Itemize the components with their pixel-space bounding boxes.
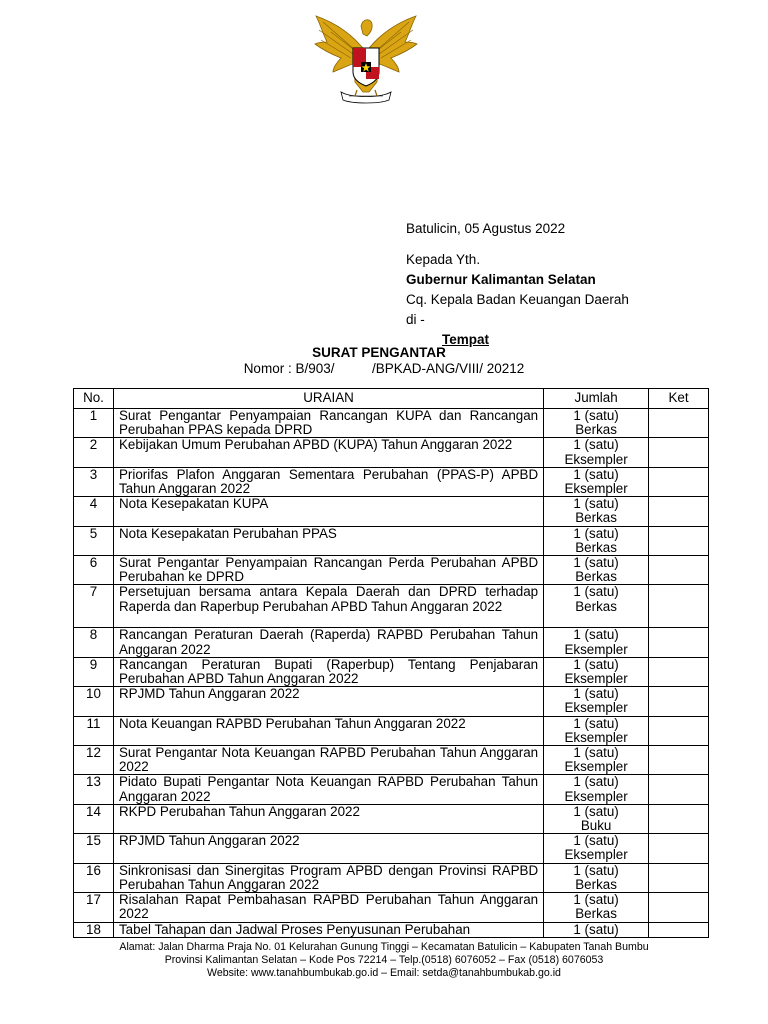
cell-ket bbox=[649, 804, 709, 833]
cell-jumlah: 1 (satu) Berkas bbox=[544, 556, 649, 585]
table-row bbox=[74, 438, 709, 467]
footer-line-2: Provinsi Kalimantan Selatan – Kode Pos 72214 – Telp.(0518) 6076052 – Fax (0518) 6076053 bbox=[164, 954, 604, 966]
cell-no: 15 bbox=[74, 834, 114, 863]
cell-uraian: Nota Kesepakatan KUPA bbox=[113, 497, 543, 526]
table-row bbox=[74, 775, 709, 804]
cell-uraian: RKPD Perubahan Tahun Anggaran 2022 bbox=[113, 804, 543, 833]
cell-jumlah: 1 (satu) Eksempler bbox=[544, 716, 649, 745]
cell-jumlah: 1 (satu) Eksempler bbox=[544, 628, 649, 657]
cell-no: 14 bbox=[74, 804, 114, 833]
table-row bbox=[74, 556, 709, 585]
cell-jumlah: 1 (satu) Berkas bbox=[544, 893, 649, 922]
cell-ket bbox=[649, 775, 709, 804]
cell-jumlah: 1 (satu) Eksempler bbox=[544, 834, 649, 863]
cell-ket bbox=[649, 716, 709, 745]
to-label: Kepada Yth. bbox=[406, 252, 481, 267]
table-row bbox=[74, 585, 709, 628]
document-title bbox=[0, 345, 768, 360]
cell-ket bbox=[649, 556, 709, 585]
footer-address bbox=[0, 941, 768, 980]
cell-jumlah: 1 (satu) Berkas bbox=[544, 409, 649, 438]
table-row bbox=[74, 628, 709, 657]
cell-jumlah: 1 (satu) Eksempler bbox=[544, 775, 649, 804]
cell-jumlah: 1 (satu) Berkas bbox=[544, 585, 649, 628]
cell-ket bbox=[649, 657, 709, 686]
cell-ket bbox=[649, 922, 709, 937]
table-row bbox=[74, 497, 709, 526]
cell-jumlah: 1 (satu) Eksempler bbox=[544, 687, 649, 716]
cell-jumlah: 1 (satu) Eksempler bbox=[544, 657, 649, 686]
recipient-name: Gubernur Kalimantan Selatan bbox=[406, 272, 596, 287]
cell-no: 5 bbox=[74, 526, 114, 555]
cell-uraian: Persetujuan bersama antara Kepala Daerah dan DPRD terhadap Raperda dan Raperbup Perubahan APBD Tahun Anggaran 2022 bbox=[113, 585, 543, 628]
cell-ket bbox=[649, 687, 709, 716]
table-row bbox=[74, 863, 709, 892]
cell-ket bbox=[649, 497, 709, 526]
cell-uraian: RPJMD Tahun Anggaran 2022 bbox=[113, 687, 543, 716]
cell-ket bbox=[649, 863, 709, 892]
table-row bbox=[74, 893, 709, 922]
cell-jumlah: 1 (satu) Eksempler bbox=[544, 746, 649, 775]
cell-jumlah: 1 (satu) Eksempler bbox=[544, 438, 649, 467]
header-ket: Ket bbox=[649, 389, 709, 409]
cell-uraian: Rancangan Peraturan Daerah (Raperda) RAPBD Perubahan Tahun Anggaran 2022 bbox=[113, 628, 543, 657]
cell-no: 12 bbox=[74, 746, 114, 775]
cell-jumlah: 1 (satu) Buku bbox=[544, 804, 649, 833]
cell-ket bbox=[649, 526, 709, 555]
tempat-line: Tempat bbox=[442, 332, 490, 347]
cell-no: 13 bbox=[74, 775, 114, 804]
cell-ket bbox=[649, 834, 709, 863]
cell-no: 8 bbox=[74, 628, 114, 657]
cell-no: 4 bbox=[74, 497, 114, 526]
header-jumlah: Jumlah bbox=[544, 389, 649, 409]
cell-uraian: Nota Kesepakatan Perubahan PPAS bbox=[113, 526, 543, 555]
header-uraian: URAIAN bbox=[113, 389, 543, 409]
cell-no: 1 bbox=[74, 409, 114, 438]
cell-uraian: Surat Pengantar Penyampaian Rancangan KUPA dan Rancangan Perubahan PPAS kepada DPRD bbox=[113, 409, 543, 438]
cell-jumlah: 1 (satu) Berkas bbox=[544, 526, 649, 555]
footer-line-1: Alamat: Jalan Dharma Praja No. 01 Kelurahan Gunung Tinggi – Kecamatan Batulicin – Kabupaten Tanah Bumbu bbox=[119, 941, 649, 953]
cell-jumlah: 1 (satu) bbox=[544, 922, 649, 937]
table-row bbox=[74, 687, 709, 716]
table-row bbox=[74, 526, 709, 555]
table-header-row bbox=[74, 389, 709, 409]
table-row bbox=[74, 804, 709, 833]
recipient-block bbox=[406, 219, 629, 350]
table-row bbox=[74, 657, 709, 686]
cell-ket bbox=[649, 585, 709, 628]
cell-uraian: Tabel Tahapan dan Jadwal Proses Penyusunan Perubahan bbox=[113, 922, 543, 937]
document-number: Nomor : B/903/ /BPKAD-ANG/VIII/ 20212 bbox=[243, 361, 525, 376]
cell-uraian: Sinkronisasi dan Sinergitas Program APBD dengan Provinsi RAPBD Perubahan Tahun Anggaran 2022 bbox=[113, 863, 543, 892]
cell-no: 11 bbox=[74, 716, 114, 745]
cell-uraian: Priorifas Plafon Anggaran Sementara Perubahan (PPAS-P) APBD Tahun Anggaran 2022 bbox=[113, 467, 543, 496]
cell-uraian: Surat Pengantar Nota Keuangan RAPBD Perubahan Tahun Anggaran 2022 bbox=[113, 746, 543, 775]
garuda-emblem-svg bbox=[311, 12, 421, 104]
cell-no: 7 bbox=[74, 585, 114, 628]
document-list-table bbox=[73, 388, 709, 938]
table-row bbox=[74, 922, 709, 937]
table-row bbox=[74, 746, 709, 775]
cell-no: 16 bbox=[74, 863, 114, 892]
cell-no: 17 bbox=[74, 893, 114, 922]
table-row bbox=[74, 716, 709, 745]
cell-uraian: Rancangan Peraturan Bupati (Raperbup) Tentang Penjabaran Perubahan APBD Tahun Anggaran 2022 bbox=[113, 657, 543, 686]
footer-line-3: Website: www.tanahbumbukab.go.id – Email: setda@tanahbumbukab.go.id bbox=[207, 967, 561, 979]
cell-jumlah: 1 (satu) Eksempler bbox=[544, 467, 649, 496]
cell-no: 6 bbox=[74, 556, 114, 585]
cell-no: 18 bbox=[74, 922, 114, 937]
attention-line: Cq. Kepala Badan Keuangan Daerah bbox=[406, 292, 629, 307]
cell-uraian: Pidato Bupati Pengantar Nota Keuangan RAPBD Perubahan Tahun Anggaran 2022 bbox=[113, 775, 543, 804]
cell-uraian: Kebijakan Umum Perubahan APBD (KUPA) Tahun Anggaran 2022 bbox=[113, 438, 543, 467]
cell-ket bbox=[649, 628, 709, 657]
cell-uraian: RPJMD Tahun Anggaran 2022 bbox=[113, 834, 543, 863]
cell-jumlah: 1 (satu) Berkas bbox=[544, 497, 649, 526]
cell-no: 10 bbox=[74, 687, 114, 716]
cell-ket bbox=[649, 409, 709, 438]
header-no: No. bbox=[74, 389, 114, 409]
place-date: Batulicin, 05 Agustus 2022 bbox=[406, 221, 566, 236]
cell-uraian: Risalahan Rapat Pembahasan RAPBD Perubahan Tahun Anggaran 2022 bbox=[113, 893, 543, 922]
cell-ket bbox=[649, 893, 709, 922]
cell-no: 2 bbox=[74, 438, 114, 467]
document-title-text: SURAT PENGANTAR bbox=[312, 345, 446, 360]
cell-no: 9 bbox=[74, 657, 114, 686]
cell-jumlah: 1 (satu) Berkas bbox=[544, 863, 649, 892]
cell-uraian: Surat Pengantar Penyampaian Rancangan Perda Perubahan APBD Perubahan ke DPRD bbox=[113, 556, 543, 585]
table-row bbox=[74, 467, 709, 496]
cell-ket bbox=[649, 438, 709, 467]
table-row bbox=[74, 409, 709, 438]
table-row bbox=[74, 834, 709, 863]
garuda-emblem-icon bbox=[311, 12, 421, 104]
cell-uraian: Nota Keuangan RAPBD Perubahan Tahun Anggaran 2022 bbox=[113, 716, 543, 745]
cell-ket bbox=[649, 746, 709, 775]
cell-ket bbox=[649, 467, 709, 496]
cell-no: 3 bbox=[74, 467, 114, 496]
di-line: di - bbox=[406, 312, 425, 327]
